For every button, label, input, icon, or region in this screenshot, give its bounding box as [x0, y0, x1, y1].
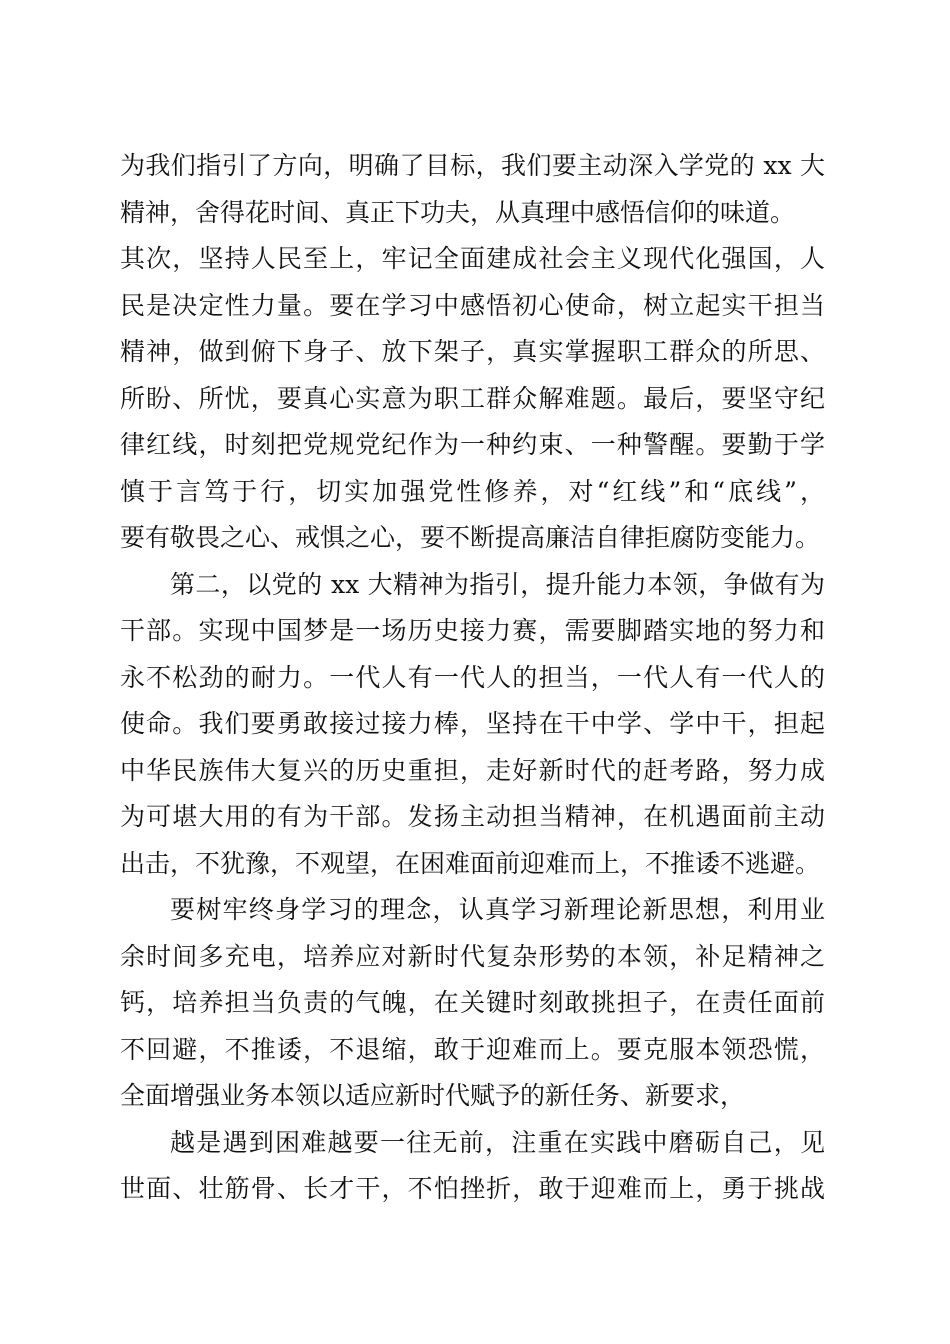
text-line: 要有敬畏之心、戒惧之心，要不断提高廉洁自律拒腐防变能力。 [120, 523, 821, 552]
text-line: 为我们指引了方向，明确了目标，我们要主动深入学党的 xx 大 [120, 151, 825, 180]
text-line: 第二，以党的 xx 大精神为指引，提升能力本领，争做有为 [170, 569, 825, 599]
text-line: 不回避，不推诿，不退缩，敢于迎难而上。要克服本领恐慌， [120, 1034, 825, 1064]
text-line: 余时间多充电，培养应对新时代复杂形势的本领，补足精神之 [120, 941, 825, 971]
text-line: 越是遇到困难越要一往无前，注重在实践中磨砺自己，见 [170, 1127, 825, 1157]
paragraph-2 [120, 566, 825, 892]
text-line: 世面、壮筋骨、长才干，不怕挫折，敢于迎难而上，勇于挑战 [120, 1174, 825, 1203]
text-line: 干部。实现中国梦是一场历史接力赛，需要脚踏实地的努力和 [120, 616, 825, 645]
text-line: 全面增强业务本领以适应新时代赋予的新任务、新要求， [120, 1081, 746, 1110]
text-line: 民是决定性力量。要在学习中感悟初心使命，树立起实干担当 [120, 290, 825, 320]
text-line: 钙，培养担当负责的气魄，在关键时刻敢挑担子，在责任面前 [120, 988, 825, 1017]
paragraph-4 [120, 1124, 825, 1217]
text-line: 其次，坚持人民至上，牢记全面建成社会主义现代化强国，人 [120, 244, 825, 273]
text-line: 慎于言笃于行，切实加强党性修养，对“红线”和“底线”， [120, 476, 825, 506]
text-line: 出击，不犹豫，不观望，在困难面前迎难而上，不推诿不逃避。 [120, 848, 821, 878]
text-line: 中华民族伟大复兴的历史重担，走好新时代的赶考路，努力成 [120, 755, 825, 785]
text-line: 永不松劲的耐力。一代人有一代人的担当，一代人有一代人的 [120, 662, 825, 692]
paragraph-3 [120, 891, 825, 1124]
text-line: 为可堪大用的有为干部。发扬主动担当精神，在机遇面前主动 [120, 802, 825, 831]
paragraph-1 [120, 147, 825, 566]
text-line: 使命。我们要勇敢接过接力棒，坚持在干中学、学中干，担起 [120, 709, 825, 738]
document-body [120, 147, 825, 1217]
text-line: 精神，舍得花时间、真正下功夫，从真理中感悟信仰的味道。 [120, 197, 796, 227]
text-line: 精神，做到俯下身子、放下架子，真实掌握职工群众的所思、 [120, 337, 825, 366]
text-line: 要树牢终身学习的理念，认真学习新理论新思想，利用业 [170, 895, 825, 924]
text-line: 所盼、所忧，要真心实意为职工群众解难题。最后，要坚守纪 [120, 383, 825, 413]
text-line: 律红线，时刻把党规党纪作为一种约束、一种警醒。要勤于学 [120, 430, 825, 459]
